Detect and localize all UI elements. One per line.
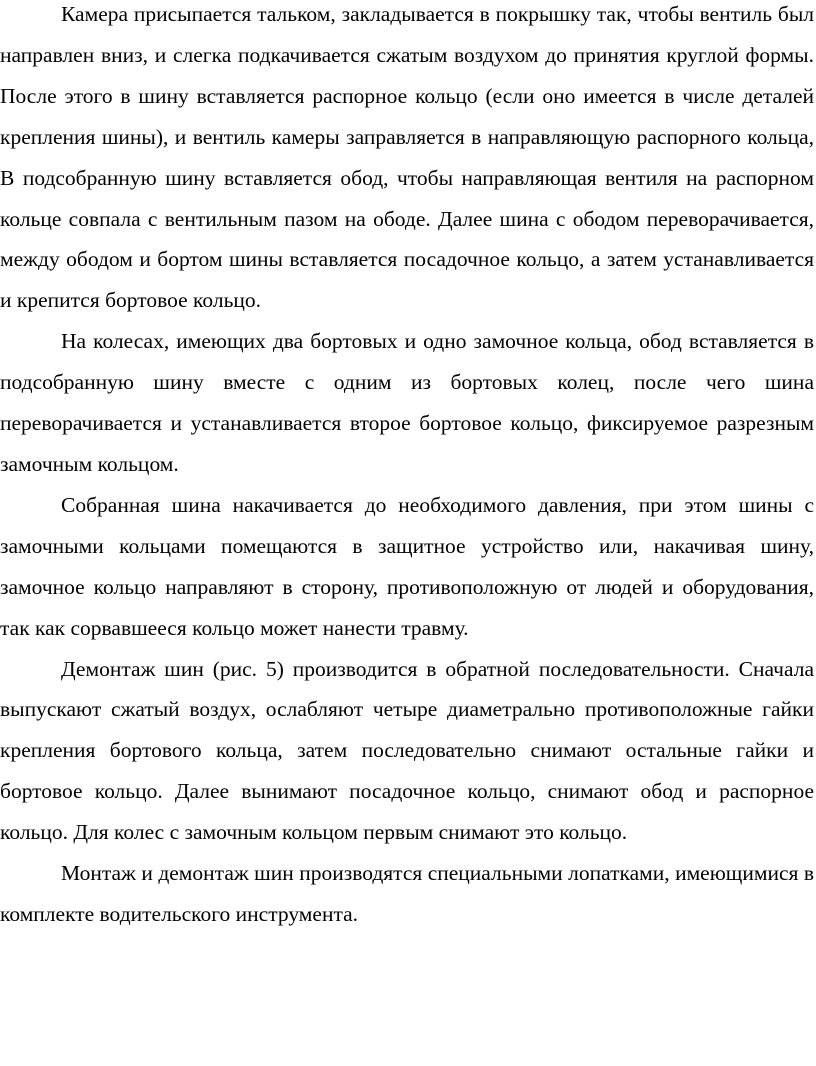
paragraph-tools: Монтаж и демонтаж шин производятся специальными лопатками, имеющимися в комплекте водительского инструмента. — [0, 861, 814, 926]
paragraph-camera-mounting: Камера присыпается тальком, закладывается в покрышку так, чтобы вентиль был направлен вниз, и слегка подкачивается сжатым воздухом до принятия круглой формы. После этого в шину вставляется распорное кольцо (если оно имеется в числе деталей крепления шины), и вентиль камеры заправляется в направляющую распорного кольца, В подсобранную шину вставляется обод, чтобы направляющая вентиля на распорном кольце совпала с вентильным пазом на ободе. Далее шина с ободом переворачивается, между ободом и бортом шины вставляется посадочное кольцо, а затем устанавливается и крепится бортовое кольцо. — [0, 2, 814, 313]
paragraph-dismounting: Демонтаж шин (рис. 5) производится в обратной последовательности. Сначала выпускают сжатый воздух, ослабляют четыре диаметрально противоположные гайки крепления бортового кольца, затем последовательно снимают остальные гайки и бортовое кольцо. Далее вынимают посадочное кольцо, снимают обод и распорное кольцо. Для колес с замочным кольцом первым снимают это кольцо. — [0, 656, 814, 845]
paragraph-inflation: Собранная шина накачивается до необходимого давления, при этом шины с замочными кольцами помещаются в защитное устройство или, накачивая шину, замочное кольцо направляют в сторону, противоположную от людей и оборудования, так как сорвавшееся кольцо может нанести травму. — [0, 492, 814, 640]
paragraph-lock-ring-wheels: На колесах, имеющих два бортовых и одно замочное кольца, обод вставляется в подсобранную шину вместе с одним из бортовых колец, после чего шина переворачивается и устанавливается второе бортовое кольцо, фиксируемое разрезным замочным кольцом. — [0, 329, 814, 476]
